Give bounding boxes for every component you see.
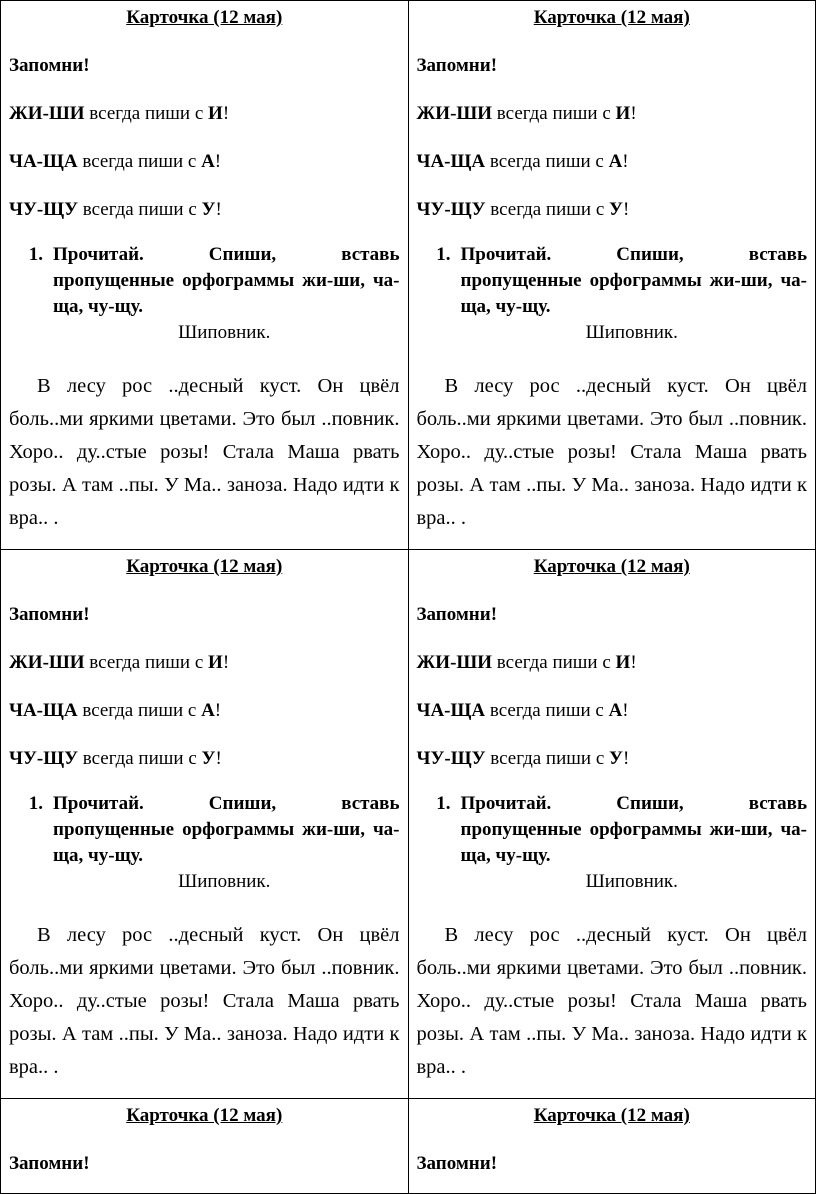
- card-title: Карточка (12 мая): [533, 1105, 690, 1126]
- rule-chu-shchu: ЧУ-ЩУ всегда пиши с У!: [416, 748, 630, 769]
- story-text: В лесу рос ..десный куст. Он цвёл боль..ми яркими цветами. Это был ..повник. Хоро.. ду..стые розы! Стала Маша рвать розы. А там ..пы. У Ма.. заноза. Надо идти к вра.. .: [416, 375, 807, 529]
- card: [409, 1099, 816, 1193]
- card-title: Карточка (12 мая): [126, 1105, 283, 1126]
- story-text: В лесу рос ..десный куст. Он цвёл боль..ми яркими цветами. Это был ..повник. Хоро.. ду..стые розы! Стала Маша рвать розы. А там ..пы. У Ма.. заноза. Надо идти к вра.. .: [9, 924, 400, 1078]
- rule-cha-shcha: ЧА-ЩА всегда пиши с А!: [9, 151, 222, 172]
- task-item: [9, 791, 400, 869]
- card-title: Карточка (12 мая): [533, 7, 690, 28]
- card-cell: [408, 550, 816, 1099]
- card: [1, 1099, 408, 1193]
- card-cell: [408, 1, 816, 550]
- card-cell: [1, 1, 409, 550]
- task-text: Прочитай. Спиши, вставь пропущенные орфограммы жи-ши, ча-ща, чу-щу.: [53, 244, 400, 317]
- task-item: [9, 242, 400, 320]
- card: [409, 554, 816, 1098]
- task-item: [417, 242, 808, 320]
- story-text: В лесу рос ..десный куст. Он цвёл боль..ми яркими цветами. Это был ..повник. Хоро.. ду..стые розы! Стала Маша рвать розы. А там ..пы. У Ма.. заноза. Надо идти к вра.. .: [416, 924, 807, 1078]
- rule-chu-shchu: ЧУ-ЩУ всегда пиши с У!: [416, 199, 630, 220]
- remember-heading: Запомни!: [416, 604, 498, 625]
- story-title: Шиповник.: [585, 322, 678, 343]
- story-title: Шиповник.: [585, 871, 678, 892]
- rule-zhi-shi: ЖИ-ШИ всегда пиши с И!: [416, 103, 637, 124]
- task-text: Прочитай. Спиши, вставь пропущенные орфограммы жи-ши, ча-ща, чу-щу.: [460, 793, 807, 866]
- task-number: 1.: [28, 793, 43, 814]
- card: [409, 5, 816, 549]
- card-cell: [1, 1099, 409, 1194]
- story-text: В лесу рос ..десный куст. Он цвёл боль..ми яркими цветами. Это был ..повник. Хоро.. ду..стые розы! Стала Маша рвать розы. А там ..пы. У Ма.. заноза. Надо идти к вра.. .: [9, 375, 400, 529]
- story-title: Шиповник.: [178, 322, 271, 343]
- task-item: [417, 791, 808, 869]
- remember-heading: Запомни!: [416, 1153, 498, 1174]
- card-title: Карточка (12 мая): [126, 556, 283, 577]
- card: [1, 554, 408, 1098]
- rule-cha-shcha: ЧА-ЩА всегда пиши с А!: [416, 151, 629, 172]
- card-cell: [1, 550, 409, 1099]
- rule-cha-shcha: ЧА-ЩА всегда пиши с А!: [416, 700, 629, 721]
- rule-chu-shchu: ЧУ-ЩУ всегда пиши с У!: [9, 199, 222, 220]
- story-title: Шиповник.: [178, 871, 271, 892]
- rule-cha-shcha: ЧА-ЩА всегда пиши с А!: [9, 700, 222, 721]
- remember-heading: Запомни!: [9, 55, 90, 76]
- card-cell: [408, 1099, 816, 1194]
- card-title: Карточка (12 мая): [126, 7, 283, 28]
- remember-heading: Запомни!: [416, 55, 498, 76]
- task-text: Прочитай. Спиши, вставь пропущенные орфограммы жи-ши, ча-ща, чу-щу.: [53, 793, 400, 866]
- task-number: 1.: [436, 793, 451, 814]
- remember-heading: Запомни!: [9, 604, 90, 625]
- remember-heading: Запомни!: [9, 1153, 90, 1174]
- task-number: 1.: [436, 244, 451, 265]
- task-number: 1.: [28, 244, 43, 265]
- rule-chu-shchu: ЧУ-ЩУ всегда пиши с У!: [9, 748, 222, 769]
- card: [1, 5, 408, 549]
- rule-zhi-shi: ЖИ-ШИ всегда пиши с И!: [416, 652, 637, 673]
- rule-zhi-shi: ЖИ-ШИ всегда пиши с И!: [9, 652, 230, 673]
- task-text: Прочитай. Спиши, вставь пропущенные орфограммы жи-ши, ча-ща, чу-щу.: [460, 244, 807, 317]
- card-title: Карточка (12 мая): [533, 556, 690, 577]
- rule-zhi-shi: ЖИ-ШИ всегда пиши с И!: [9, 103, 230, 124]
